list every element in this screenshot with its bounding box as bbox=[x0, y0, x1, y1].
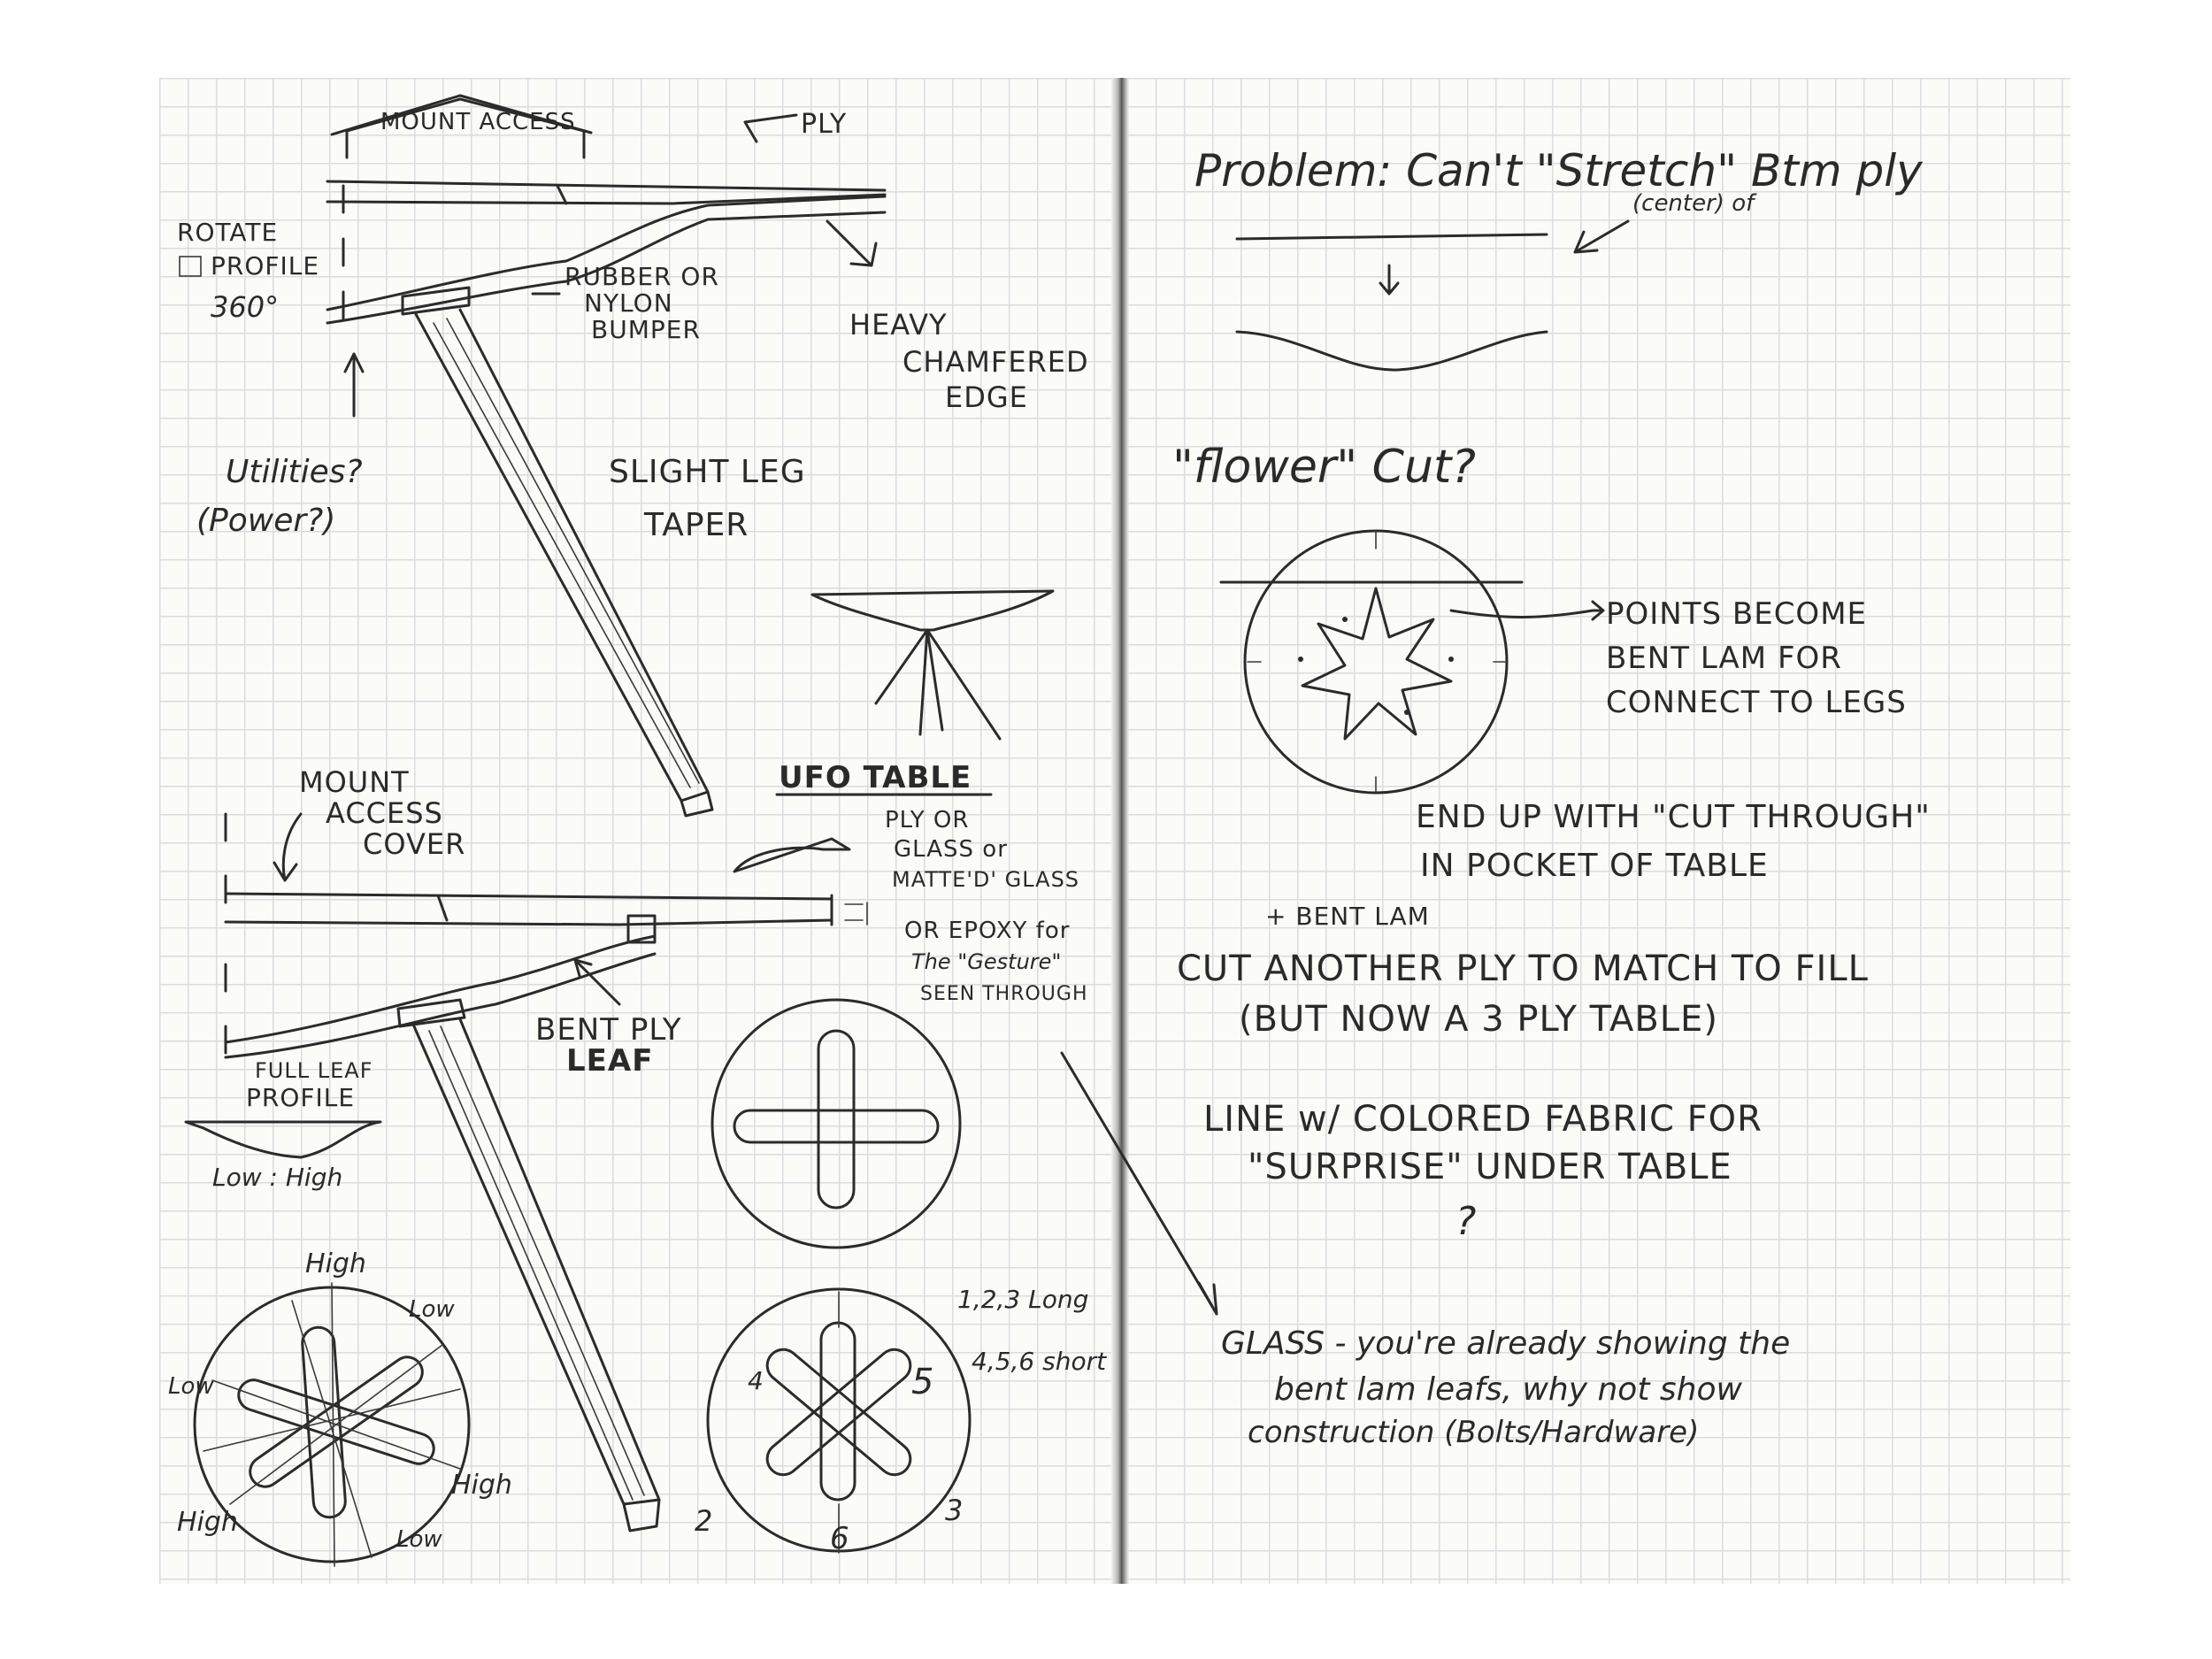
utilities-label: Utilities? bbox=[226, 454, 363, 490]
mount-label: MOUNT bbox=[299, 765, 410, 799]
num-4: 4 bbox=[748, 1366, 764, 1395]
top-leg-sketch bbox=[403, 288, 712, 816]
ply-or-label: PLY OR bbox=[885, 807, 970, 833]
bent-lam-small-label: + BENT LAM bbox=[1265, 902, 1430, 931]
glass-or-label: GLASS or bbox=[894, 836, 1008, 863]
up-arrow-icon bbox=[345, 354, 363, 416]
matte-glass-label: MATTE'D' GLASS bbox=[892, 867, 1080, 892]
taper-label: TAPER bbox=[644, 507, 749, 543]
high-label-right: High bbox=[451, 1470, 512, 1501]
lower-leg-sketch bbox=[398, 1000, 659, 1531]
pocket-label: IN POCKET OF TABLE bbox=[1420, 848, 1769, 884]
edge-label: EDGE bbox=[945, 380, 1028, 414]
mount-access-sketch bbox=[332, 96, 591, 157]
high-label-top: High bbox=[305, 1248, 366, 1279]
slight-leg-label: SLIGHT LEG bbox=[609, 454, 806, 490]
cross-leaf-diagram bbox=[712, 1000, 960, 1248]
glass-note-line-3: construction (Bolts/Hardware) bbox=[1248, 1415, 1700, 1450]
note-arrow-icon bbox=[1062, 1053, 1217, 1314]
points-become-label: POINTS BECOME bbox=[1606, 596, 1868, 632]
bumper-label: BUMPER bbox=[591, 315, 701, 344]
num-2: 2 bbox=[695, 1504, 713, 1538]
rubber-label: RUBBER OR bbox=[565, 262, 719, 291]
rotation-label: 360° bbox=[211, 290, 280, 324]
flower-cut-diagram bbox=[1221, 531, 1603, 793]
legs-short-label: 4,5,6 short bbox=[972, 1347, 1107, 1376]
chamfered-label: CHAMFERED bbox=[902, 345, 1089, 379]
low-label-bottom: Low bbox=[396, 1526, 442, 1553]
down-arrow-icon bbox=[1380, 265, 1398, 294]
question-mark: ? bbox=[1455, 1199, 1477, 1244]
ufo-table-label: UFO TABLE bbox=[779, 760, 972, 795]
ply-label: PLY bbox=[801, 109, 848, 140]
stretched-ply-line bbox=[1237, 332, 1547, 370]
high-label-bottom-left: High bbox=[177, 1507, 238, 1538]
six-leg-diagram bbox=[695, 1289, 970, 1556]
rotate-label: ROTATE bbox=[177, 218, 279, 247]
epoxy-label: OR EPOXY for bbox=[904, 918, 1071, 944]
full-leaf-label: FULL LEAF bbox=[255, 1058, 373, 1083]
straight-ply-line bbox=[1237, 234, 1547, 239]
legs-long-label: 1,2,3 Long bbox=[957, 1285, 1089, 1314]
gesture-label: The "Gesture" bbox=[911, 949, 1062, 974]
num-3: 3 bbox=[945, 1494, 964, 1527]
connect-legs-label: CONNECT TO LEGS bbox=[1606, 685, 1907, 720]
access-label: ACCESS bbox=[326, 796, 443, 830]
low-label-left: Low bbox=[168, 1373, 214, 1400]
surprise-label: "SURPRISE" UNDER TABLE bbox=[1248, 1147, 1732, 1187]
nylon-label: NYLON bbox=[584, 288, 673, 318]
heavy-label: HEAVY bbox=[849, 308, 948, 342]
mount-access-label: MOUNT ACCESS bbox=[380, 109, 576, 135]
leaf-profile-icon bbox=[186, 1122, 380, 1157]
num-5: 5 bbox=[911, 1362, 934, 1402]
bent-ply-label: BENT PLY bbox=[535, 1012, 682, 1048]
profile-label: PROFILE bbox=[211, 251, 320, 280]
cut-another-label: CUT ANOTHER PLY TO MATCH TO FILL bbox=[1177, 949, 1869, 989]
low-high-label: Low : High bbox=[212, 1163, 343, 1192]
glass-arrow-icon bbox=[734, 839, 849, 872]
low-label-top-right: Low bbox=[409, 1296, 455, 1323]
center-of-label: (center) of bbox=[1632, 190, 1755, 217]
flower-cut-label: "flower" Cut? bbox=[1172, 441, 1476, 494]
cover-label: COVER bbox=[363, 827, 466, 861]
cover-arrow-icon bbox=[274, 814, 301, 880]
problem-arrow-icon bbox=[1575, 221, 1628, 252]
glass-note-line-2: bent lam leafs, why not show bbox=[1274, 1371, 1742, 1408]
bent-lam-label: BENT LAM FOR bbox=[1606, 641, 1842, 676]
end-up-label: END UP WITH "CUT THROUGH" bbox=[1416, 799, 1931, 835]
ufo-table-sketch bbox=[777, 591, 1053, 795]
num-6: 6 bbox=[830, 1521, 849, 1556]
problem-label: Problem: Can't "Stretch" Btm ply bbox=[1194, 145, 1923, 196]
three-ply-label: (BUT NOW A 3 PLY TABLE) bbox=[1239, 999, 1718, 1040]
line-fabric-label: LINE w/ COLORED FABRIC FOR bbox=[1203, 1099, 1763, 1140]
leaf-label: LEAF bbox=[566, 1043, 654, 1079]
profile-label-2: PROFILE bbox=[246, 1083, 356, 1112]
seen-through-label: SEEN THROUGH bbox=[920, 983, 1088, 1005]
power-label: (Power?) bbox=[196, 503, 336, 539]
glass-note-line-1: GLASS - you're already showing the bbox=[1221, 1325, 1791, 1362]
profile-box-icon bbox=[180, 257, 201, 276]
